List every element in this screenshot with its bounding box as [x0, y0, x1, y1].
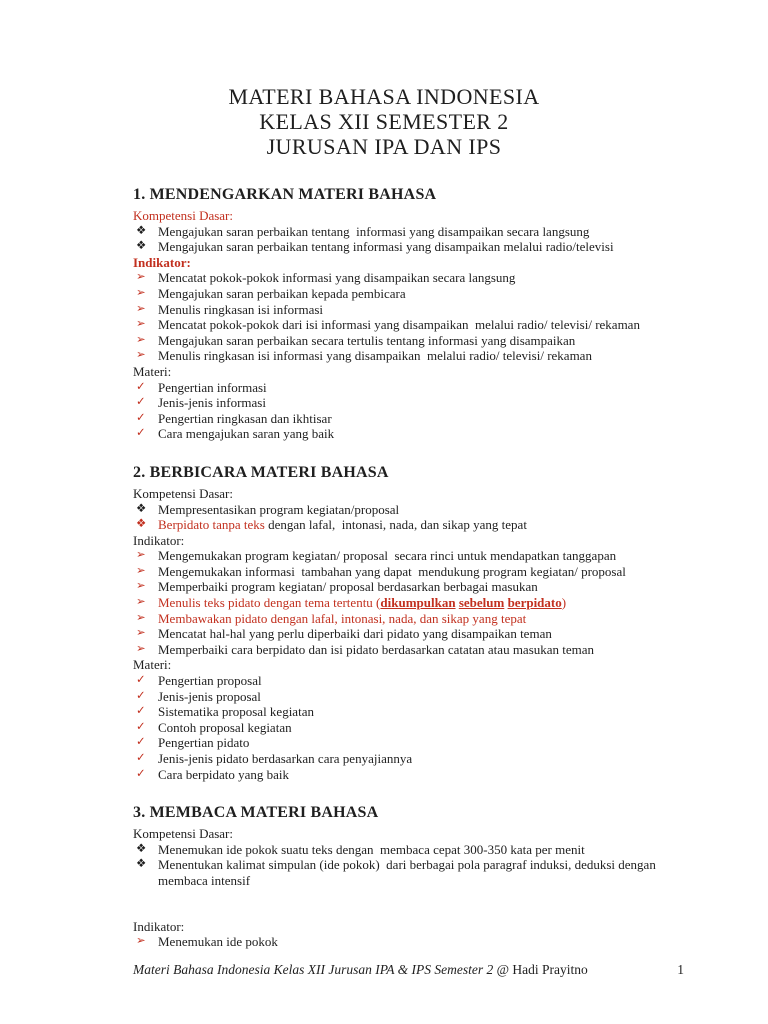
- text-segment: Mencatat pokok-pokok dari isi informasi yang disampaikan melalui radio/ televisi/ rekaman: [158, 317, 640, 333]
- title-line-2: KELAS XII SEMESTER 2: [259, 109, 509, 134]
- text-segment: Mengajukan saran perbaikan tentang informasi yang disampaikan melalui radio/televisi: [158, 239, 614, 255]
- list-item: [133, 239, 690, 255]
- section-2: [133, 463, 690, 782]
- text-segment: Jenis-jenis informasi: [158, 395, 266, 411]
- text-segment: Menulis teks pidato dengan tema tertentu (: [158, 595, 381, 611]
- list-item-text: [158, 611, 690, 627]
- list-item: [133, 317, 690, 333]
- diamond-bullet-icon: ❖: [136, 858, 147, 871]
- text-segment: Membawakan pidato dengan lafal, intonasi, nada, dan sikap yang tepat: [158, 610, 527, 626]
- list-item-text: [158, 735, 690, 751]
- section-3: [133, 803, 690, 950]
- list-label: Kompetensi Dasar:: [133, 485, 234, 501]
- list-item: [133, 642, 690, 658]
- arrow-bullet-icon: ➢: [136, 549, 146, 562]
- list-item-text: [158, 548, 690, 564]
- arrow-bullet-icon: ➢: [136, 302, 146, 315]
- arrow-bullet-icon: ➢: [136, 935, 146, 948]
- text-segment: Memperbaiki program kegiatan/ proposal berdasarkan berbagai masukan: [158, 579, 538, 595]
- list-label: Materi:: [133, 657, 172, 673]
- arrow-bullet-icon: ➢: [136, 271, 146, 284]
- list-item: [133, 564, 690, 580]
- text-segment: berpidato: [507, 595, 562, 611]
- vertical-spacer: [133, 889, 690, 919]
- text-segment: dikumpulkan: [380, 595, 456, 611]
- list-label: Kompetensi Dasar:: [133, 826, 234, 842]
- text-segment: Mengajukan saran perbaikan secara tertulis tentang informasi yang disampaikan: [158, 332, 576, 348]
- check-bullet-icon: ✓: [136, 705, 146, 718]
- text-segment: Jenis-jenis proposal: [158, 688, 261, 704]
- check-bullet-icon: ✓: [136, 396, 146, 409]
- footer-document-title: Materi Bahasa Indonesia Kelas XII Jurusan IPA & IPS Semester 2: [133, 962, 494, 977]
- arrow-bullet-icon: ➢: [136, 318, 146, 331]
- list-item-text: [158, 842, 690, 858]
- text-segment: Cara mengajukan saran yang baik: [158, 426, 335, 442]
- text-segment: ): [561, 595, 567, 611]
- check-bullet-icon: ✓: [136, 689, 146, 702]
- text-segment: Pengertian pidato: [158, 735, 250, 751]
- list-item-text: [158, 934, 690, 950]
- check-bullet-icon: ✓: [136, 427, 146, 440]
- diamond-bullet-icon: ❖: [136, 842, 147, 855]
- list-item: [133, 270, 690, 286]
- list-item: [133, 579, 690, 595]
- list-item-text: [158, 673, 690, 689]
- text-segment: Pengertian informasi: [158, 379, 267, 395]
- list-item: [133, 767, 690, 783]
- arrow-bullet-icon: ➢: [136, 642, 146, 655]
- list-item-text: [158, 689, 690, 705]
- arrow-bullet-icon: ➢: [136, 564, 146, 577]
- list-item-text: [158, 564, 690, 580]
- arrow-bullet-icon: ➢: [136, 349, 146, 362]
- text-segment: Pengertian ringkasan dan ikhtisar: [158, 410, 332, 426]
- list-item-text: [158, 224, 690, 240]
- list-item-text: [158, 720, 690, 736]
- list-item-text: [158, 857, 690, 888]
- text-segment: Mencatat hal-hal yang perlu diperbaiki dari pidato yang disampaikan teman: [158, 626, 552, 642]
- page-number: 1: [677, 962, 684, 977]
- list-item-text: [158, 380, 690, 396]
- list-item: [133, 302, 690, 318]
- sections: [133, 185, 690, 950]
- text-segment: Mencatat pokok-pokok informasi yang disampaikan secara langsung: [158, 270, 516, 286]
- text-segment: Memperbaiki cara berpidato dan isi pidato berdasarkan catatan atau masukan teman: [158, 641, 595, 657]
- check-bullet-icon: ✓: [136, 736, 146, 749]
- list-item: [133, 426, 690, 442]
- text-segment: sebelum: [458, 595, 505, 611]
- title-line-3: JURUSAN IPA DAN IPS: [266, 134, 502, 159]
- list-item-text: [158, 317, 690, 333]
- text-segment: Cara berpidato yang baik: [158, 766, 290, 782]
- list-item: [133, 751, 690, 767]
- text-segment: Contoh proposal kegiatan: [158, 719, 292, 735]
- list-item: [133, 720, 690, 736]
- list-item: [133, 348, 690, 364]
- diamond-bullet-icon: ❖: [136, 240, 147, 253]
- list-item: [133, 517, 690, 533]
- section-heading: 3. MEMBACA MATERI BAHASA: [133, 804, 379, 822]
- page-footer: [133, 962, 690, 978]
- list-item: [133, 333, 690, 349]
- section-1: [133, 185, 690, 442]
- text-segment: Menulis ringkasan isi informasi: [158, 301, 324, 317]
- text-segment: Berpidato tanpa teks: [158, 517, 265, 533]
- list-item: [133, 704, 690, 720]
- list-item: [133, 934, 690, 950]
- list-item-text: [158, 579, 690, 595]
- list-item: [133, 626, 690, 642]
- list-label: Indikator:: [133, 254, 191, 270]
- text-segment: Mempresentasikan program kegiatan/proposal: [158, 501, 400, 517]
- list-item: [133, 595, 690, 611]
- text-segment: Sistematika proposal kegiatan: [158, 704, 314, 720]
- text-segment: Menemukan ide pokok suatu teks dengan membaca cepat 300-350 kata per menit: [158, 841, 585, 857]
- list-item: [133, 857, 690, 888]
- list-item-text: [158, 502, 690, 518]
- list-item-text: [158, 595, 690, 611]
- text-segment: Menulis ringkasan isi informasi yang disampaikan melalui radio/ televisi/ rekaman: [158, 348, 592, 364]
- text-segment: Mengajukan saran perbaikan tentang informasi yang disampaikan secara langsung: [158, 223, 590, 239]
- list-label: Kompetensi Dasar:: [133, 208, 234, 223]
- footer-text: [133, 962, 588, 978]
- list-item: [133, 735, 690, 751]
- list-item-text: [158, 626, 690, 642]
- text-segment: Mengemukakan informasi tambahan yang dapat mendukung program kegiatan/ proposal: [158, 563, 626, 579]
- list-item-text: [158, 642, 690, 658]
- arrow-bullet-icon: ➢: [136, 611, 146, 624]
- list-item-text: [158, 751, 690, 767]
- list-item-text: [158, 426, 690, 442]
- text-segment: Mengemukakan program kegiatan/ proposal secara rinci untuk mendapatkan tanggapan: [158, 548, 617, 564]
- list-item-text: [158, 704, 690, 720]
- text-segment: dengan lafal, intonasi, nada, dan sikap yang tepat: [264, 517, 527, 533]
- list-item-text: [158, 270, 690, 286]
- section-heading: 1. MENDENGARKAN MATERI BAHASA: [133, 186, 437, 203]
- list-item: [133, 689, 690, 705]
- arrow-bullet-icon: ➢: [136, 286, 146, 299]
- list-item: [133, 611, 690, 627]
- text-segment: Pengertian proposal: [158, 673, 262, 689]
- list-item-text: [158, 348, 690, 364]
- list-item-text: [158, 286, 690, 302]
- list-item: [133, 502, 690, 518]
- list-item-text: [158, 395, 690, 411]
- list-label: Indikator:: [133, 918, 185, 934]
- list-item: [133, 411, 690, 427]
- list-item: [133, 673, 690, 689]
- check-bullet-icon: ✓: [136, 411, 146, 424]
- text-segment: Menentukan kalimat simpulan (ide pokok) dari berbagai pola paragraf induksi, deduksi dengan membaca intensif: [158, 857, 660, 888]
- list-item-text: [158, 333, 690, 349]
- arrow-bullet-icon: ➢: [136, 627, 146, 640]
- diamond-bullet-icon: ❖: [136, 502, 147, 515]
- check-bullet-icon: ✓: [136, 720, 146, 733]
- text-segment: Menemukan ide pokok: [158, 934, 278, 950]
- list-item-text: [158, 767, 690, 783]
- diamond-bullet-icon: ❖: [136, 224, 147, 237]
- diamond-bullet-icon: ❖: [136, 518, 147, 531]
- text-segment: Jenis-jenis pidato berdasarkan cara penyajiannya: [158, 751, 413, 766]
- list-item: [133, 224, 690, 240]
- arrow-bullet-icon: ➢: [136, 333, 146, 346]
- list-item: [133, 548, 690, 564]
- list-item-text: [158, 239, 690, 255]
- section-heading: 2. BERBICARA MATERI BAHASA: [133, 463, 389, 481]
- footer-author: @ Hadi Prayitno: [493, 962, 588, 977]
- list-item: [133, 842, 690, 858]
- list-label: Materi:: [133, 363, 172, 379]
- document-title: [0, 84, 768, 159]
- text-segment: Mengajukan saran perbaikan kepada pembicara: [158, 285, 406, 301]
- list-item: [133, 380, 690, 396]
- check-bullet-icon: ✓: [136, 752, 146, 764]
- list-item: [133, 395, 690, 411]
- list-item-text: [158, 411, 690, 427]
- arrow-bullet-icon: ➢: [136, 596, 146, 609]
- list-label: Indikator:: [133, 532, 185, 548]
- title-line-1: MATERI BAHASA INDONESIA: [228, 84, 540, 109]
- arrow-bullet-icon: ➢: [136, 580, 146, 593]
- list-item-text: [158, 302, 690, 318]
- list-item-text: [158, 517, 690, 533]
- check-bullet-icon: ✓: [136, 674, 146, 687]
- check-bullet-icon: ✓: [136, 380, 146, 393]
- list-item: [133, 286, 690, 302]
- check-bullet-icon: ✓: [136, 767, 146, 780]
